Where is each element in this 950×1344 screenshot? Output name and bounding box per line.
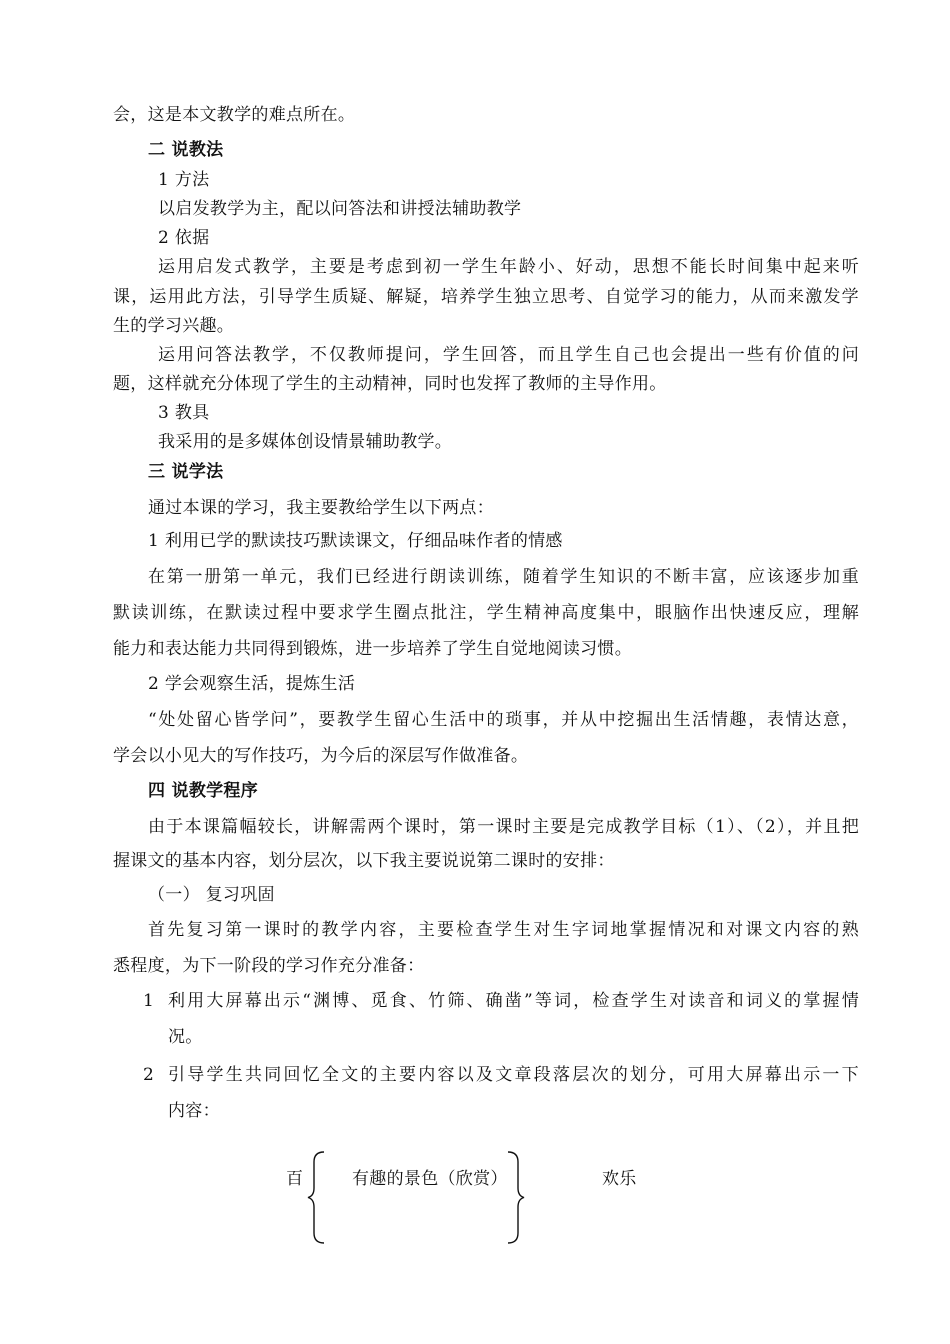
paragraph-line: 会，这是本文教学的难点所在。 (113, 105, 356, 125)
list-number: 1 (143, 991, 154, 1011)
paragraph-line: 生的学习兴趣。 (113, 316, 235, 336)
subheading-method: 1 方法 (158, 170, 210, 190)
paragraph-line: 握课文的基本内容，划分层次，以下我主要说说第二课时的安排： (113, 851, 615, 871)
diagram-left-label: 百 (286, 1169, 304, 1189)
list-item-line: 引导学生共同回忆全文的主要内容以及文章段落层次的划分，可用大屏幕出示一下 (168, 1065, 859, 1085)
paragraph-line: 通过本课的学习，我主要教给学生以下两点： (148, 498, 494, 518)
paragraph-line: 悉程度，为下一阶段的学习作充分准备： (113, 956, 425, 976)
paragraph-line: 运用启发式教学，主要是考虑到初一学生年龄小、好动，思想不能长时间集中起来听 (158, 257, 859, 277)
list-item-line: 利用大屏幕出示“渊博、觅食、竹筛、确凿”等词，检查学生对读音和词义的掌握情 (168, 991, 859, 1011)
paragraph-line: 首先复习第一课时的教学内容，主要检查学生对生字词地掌握情况和对课文内容的熟 (148, 920, 859, 940)
subheading-review: （一） 复习巩固 (148, 885, 275, 905)
paragraph-line: 学会以小见大的写作技巧，为今后的深层写作做准备。 (113, 746, 529, 766)
list-item-line: 内容： (168, 1101, 220, 1121)
subheading-basis: 2 依据 (158, 228, 210, 248)
paragraph-line: 题，这样就充分体现了学生的主动精神，同时也发挥了教师的主导作用。 (113, 374, 667, 394)
left-brace-icon (306, 1150, 326, 1245)
subheading-silent-reading: 1 利用已学的默读技巧默读课文，仔细品味作者的情感 (148, 531, 563, 551)
right-brace-icon (506, 1150, 526, 1245)
diagram-right-label: 欢乐 (602, 1169, 637, 1189)
section-heading-teaching-procedure: 四 说教学程序 (148, 781, 259, 801)
content-structure-diagram (280, 1150, 680, 1250)
paragraph-line: 由于本课篇幅较长，讲解需两个课时，第一课时主要是完成教学目标（1）、（2），并且把 (148, 817, 859, 837)
paragraph-line: 在第一册第一单元，我们已经进行朗读训练，随着学生知识的不断丰富，应该逐步加重 (148, 567, 859, 587)
paragraph-line: 以启发教学为主，配以问答法和讲授法辅助教学 (158, 199, 522, 219)
section-heading-teaching-methods: 二 说教法 (148, 140, 224, 160)
paragraph-line: 我采用的是多媒体创设情景辅助教学。 (158, 432, 453, 452)
list-number: 2 (143, 1065, 154, 1085)
paragraph-line: 课，运用此方法，引导学生质疑、解疑，培养学生独立思考、自觉学习的能力，从而来激发学 (113, 287, 859, 307)
paragraph-line: 运用问答法教学，不仅教师提问，学生回答，而且学生自己也会提出一些有价值的问 (158, 345, 859, 365)
list-item-line: 况。 (168, 1027, 203, 1047)
subheading-teaching-aids: 3 教具 (158, 403, 210, 423)
paragraph-line: 默读训练，在默读过程中要求学生圈点批注，学生精神高度集中，眼脑作出快速反应，理解 (113, 603, 859, 623)
section-heading-learning-methods: 三 说学法 (148, 462, 224, 482)
subheading-observe-life: 2 学会观察生活，提炼生活 (148, 674, 356, 694)
paragraph-line: 能力和表达能力共同得到锻炼，进一步培养了学生自觉地阅读习惯。 (113, 639, 632, 659)
paragraph-line: “处处留心皆学问”，要教学生留心生活中的琐事，并从中挖掘出生活情趣，表情达意， (148, 710, 859, 730)
diagram-center-label: 有趣的景色（欣赏） (352, 1169, 508, 1189)
